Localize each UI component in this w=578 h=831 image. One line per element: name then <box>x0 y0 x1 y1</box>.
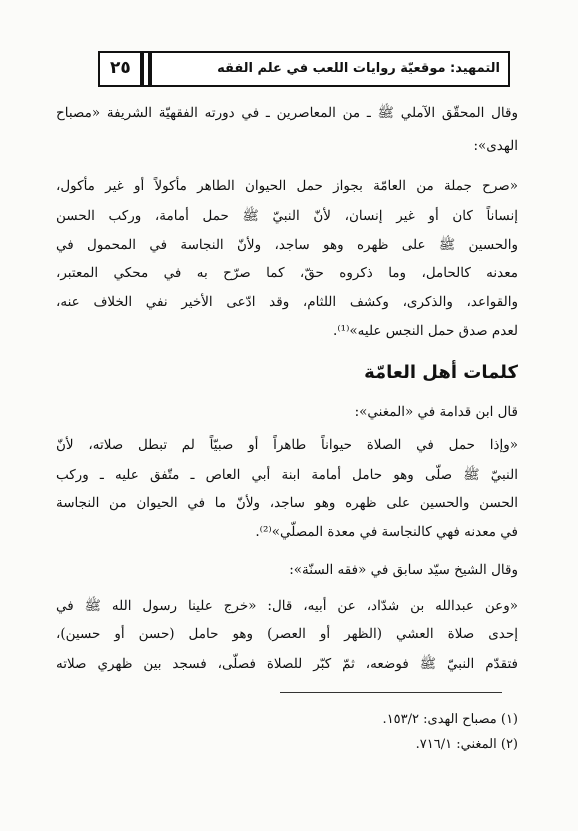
text-line: الهدى»: <box>473 138 518 154</box>
footnote-separator <box>280 692 502 693</box>
header-divider <box>140 53 144 85</box>
text-line: قال ابن قدامة في «المغني»: <box>354 404 518 420</box>
footnote: (٢) المغني: ٧١٦/١. <box>415 737 518 752</box>
section-heading: كلمات أهل العامّة <box>364 362 518 383</box>
quote-line: الحسن والحسين على ظهره وهو ساجد، ولأنّ ما في الحيوان من النجاسة <box>56 495 518 511</box>
footnote: (١) مصباح الهدى: ١٥٣/٢. <box>382 712 518 727</box>
quote-line: «وعن عبدالله بن شدّاد، عن أبيه، قال: «خرج علينا رسول الله ﷺ في <box>56 598 518 614</box>
header-title: التمهيد: موقعيّة روايات اللعب في علم الفقه <box>217 61 500 76</box>
running-header <box>98 51 510 87</box>
quote-line: معدنه كالحامل، وما ذكروه حقّ، كما صرّح به في محكي المعتبر، <box>56 265 518 281</box>
quote-line: في معدنه فهي كالنجاسة في معدة المصلّي»⁽²⁾. <box>255 524 518 540</box>
text-line: وقال المحقّق الآملي ﷺ ـ من المعاصرين ـ في دورته الفقهيّة الشريفة «مصباح <box>56 105 518 121</box>
quote-line: إحدى صلاة العشي (الظهر أو العصر) وهو حامل (حسن أو حسين)، <box>56 626 518 642</box>
page-number: ٢٥ <box>110 58 131 78</box>
quote-line: النبيّ ﷺ صلّى وهو حامل أمامة ابنة أبي العاص ـ متّفق عليه ـ وركب <box>56 467 518 483</box>
header-divider <box>148 53 152 85</box>
quote-line: «وإذا حمل في الصلاة حيواناً طاهراً أو صبيّاً لم تبطل صلاته، لأنّ <box>56 437 518 453</box>
quote-line: والحسين ﷺ على ظهره وهو ساجد، ولأنّ النجاسة في المحمول في <box>56 237 518 253</box>
quote-line: «صرح جملة من العامّة بجواز حمل الحيوان الطاهر مأكولاً أو غير مأكول، <box>56 178 518 194</box>
quote-line: إنساناً كان أو غير إنسان، لأنّ النبيّ ﷺ حمل أمامة، وركب الحسن <box>56 208 518 224</box>
quote-line: والقواعد، والذكرى، وكشف اللثام، وقد ادّعى الأخير نفي الخلاف عنه، <box>56 294 518 310</box>
quote-line: لعدم صدق حمل النجس عليه»⁽¹⁾. <box>333 323 518 339</box>
text-line: وقال الشيخ سيّد سابق في «فقه السنّة»: <box>289 562 518 578</box>
quote-line: فتقدّم النبيّ ﷺ فوضعه، ثمّ كبّر للصلاة فصلّى، فسجد بين ظهري صلاته <box>56 656 518 672</box>
